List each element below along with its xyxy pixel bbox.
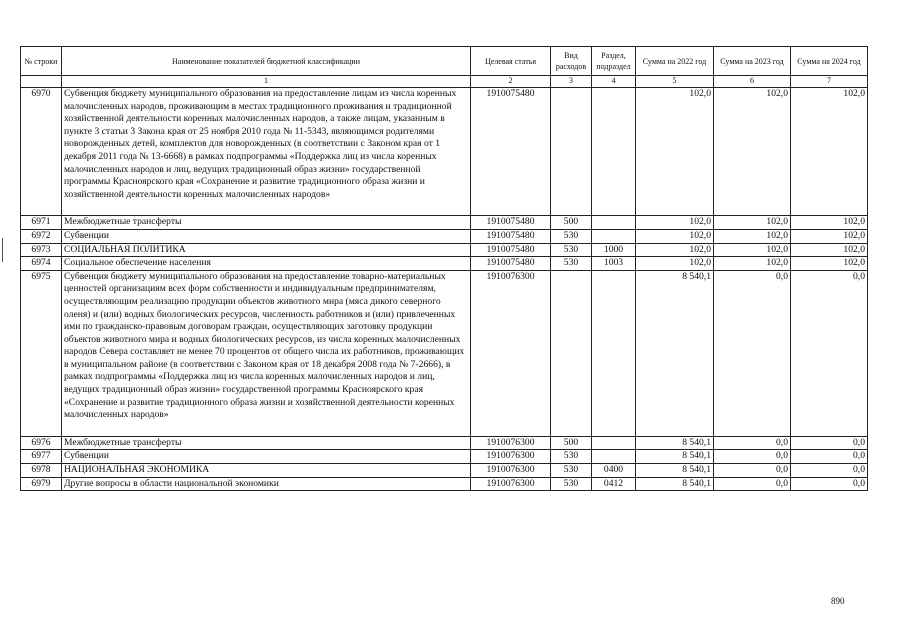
- table-row: [21, 243, 868, 257]
- page-number: 890: [831, 596, 845, 606]
- sum-2024-cell: 0,0: [791, 464, 868, 478]
- sum-2022-cell: 102,0: [636, 216, 714, 230]
- table-row: [21, 436, 868, 450]
- target-article-cell: 1910075480: [471, 229, 551, 243]
- sum-2024-cell: 102,0: [791, 216, 868, 230]
- sum-2022-cell: 8 540,1: [636, 436, 714, 450]
- row-number-cell: 6972: [21, 229, 62, 243]
- expense-type-cell: 530: [551, 229, 592, 243]
- row-name-cell: Субвенции: [62, 229, 471, 243]
- row-number-cell: 6976: [21, 436, 62, 450]
- sum-2023-cell: 102,0: [714, 243, 791, 257]
- sum-2024-cell: 0,0: [791, 436, 868, 450]
- row-name-cell: Межбюджетные трансферты: [62, 436, 471, 450]
- expense-type-cell: 530: [551, 477, 592, 491]
- row-name-cell: НАЦИОНАЛЬНАЯ ЭКОНОМИКА: [62, 464, 471, 478]
- section-cell: 1003: [592, 257, 636, 271]
- sum-2022-cell: 8 540,1: [636, 464, 714, 478]
- sum-2024-cell: 0,0: [791, 477, 868, 491]
- sum-2023-cell: 0,0: [714, 436, 791, 450]
- target-article-cell: 1910076300: [471, 477, 551, 491]
- sum-2024-cell: 102,0: [791, 243, 868, 257]
- margin-mark: [2, 238, 3, 262]
- column-number: 7: [791, 76, 868, 88]
- row-name-cell: Межбюджетные трансферты: [62, 216, 471, 230]
- header-type: Вид расходов: [551, 47, 592, 76]
- header-target: Целевая статья: [471, 47, 551, 76]
- sum-2022-cell: 102,0: [636, 257, 714, 271]
- expense-type-cell: 530: [551, 257, 592, 271]
- section-cell: 1000: [592, 243, 636, 257]
- sum-2023-cell: 102,0: [714, 216, 791, 230]
- sum-2022-cell: 102,0: [636, 88, 714, 216]
- sum-2023-cell: 102,0: [714, 229, 791, 243]
- header-name: Наименование показателей бюджетной классификации: [62, 47, 471, 76]
- sum-2024-cell: 0,0: [791, 450, 868, 464]
- row-number-cell: 6978: [21, 464, 62, 478]
- section-cell: [592, 88, 636, 216]
- column-number: 5: [636, 76, 714, 88]
- target-article-cell: 1910076300: [471, 270, 551, 436]
- section-cell: [592, 270, 636, 436]
- section-cell: [592, 450, 636, 464]
- row-name-cell: Социальное обеспечение населения: [62, 257, 471, 271]
- sum-2024-cell: 102,0: [791, 257, 868, 271]
- row-name-cell: Субвенция бюджету муниципального образования на предоставление лицам из числа коренных малочисленных народов, проживающим в местах традиционного проживания и традиционной хозяйственной деятельности коренных малочисленных народов, а также лицам, указанным в пункте 3 статьи 3 Закона края от 25 ноября 2010 года № 11-5343, являющимся родителями новорожденных детей, комплектов для новорожденных (в соответствии с Законом края от 1 декабря 2011 года № 13-6668) в рамках подпрограммы «Поддержка лиц из числа коренных малочисленных народов и лиц, ведущих традиционный образ жизни» государственной программы Красноярского края «Сохранение и развитие традиционного образа жизни и хозяйственной деятельности коренных малочисленных народов»: [62, 88, 471, 216]
- sum-2023-cell: 102,0: [714, 88, 791, 216]
- sum-2023-cell: 0,0: [714, 450, 791, 464]
- table-row: [21, 270, 868, 436]
- expense-type-cell: 530: [551, 450, 592, 464]
- header-sum-2024: Сумма на 2024 год: [791, 47, 868, 76]
- header-sum-2023: Сумма на 2023 год: [714, 47, 791, 76]
- sum-2022-cell: 102,0: [636, 243, 714, 257]
- header-row-num: № строки: [21, 47, 62, 76]
- sum-2024-cell: 102,0: [791, 88, 868, 216]
- expense-type-cell: 530: [551, 464, 592, 478]
- row-number-cell: 6973: [21, 243, 62, 257]
- table-header-row: [21, 47, 868, 76]
- target-article-cell: 1910076300: [471, 464, 551, 478]
- column-number: 1: [62, 76, 471, 88]
- row-number-cell: 6979: [21, 477, 62, 491]
- row-name-cell: Другие вопросы в области национальной экономики: [62, 477, 471, 491]
- sum-2023-cell: 0,0: [714, 477, 791, 491]
- sum-2022-cell: 8 540,1: [636, 477, 714, 491]
- table-body: [21, 88, 868, 491]
- row-number-cell: 6971: [21, 216, 62, 230]
- row-number-cell: 6977: [21, 450, 62, 464]
- expense-type-cell: 500: [551, 436, 592, 450]
- target-article-cell: 1910076300: [471, 436, 551, 450]
- target-article-cell: 1910075480: [471, 216, 551, 230]
- sum-2022-cell: 102,0: [636, 229, 714, 243]
- table-row: [21, 216, 868, 230]
- row-name-cell: Субвенция бюджету муниципального образования на предоставление товарно-материальных ценностей организациям всех форм собственности и индивидуальным предпринимателям, осуществляющим реализацию продукции объектов животного мира (мяса дикого северного оленя) и (или) водных биологических ресурсов, численность работников и (или) привлеченных ими по гражданско-правовым договорам граждан, осуществляющих заготовку продукции объектов животного мира и водных биологических ресурсов, из числа коренных малочисленных народов Севера составляет не менее 70 процентов от общего числа их работников, проживающих в муниципальном районе (в соответствии с Законом края от 18 декабря 2008 года № 7-2666), в рамках подпрограммы «Поддержка лиц из числа коренных малочисленных народов и лиц, ведущих традиционный образ жизни» государственной программы Красноярского края «Сохранение и развитие традиционного образа жизни и хозяйственной деятельности коренных малочисленных народов»: [62, 270, 471, 436]
- expense-type-cell: 530: [551, 243, 592, 257]
- column-number: 3: [551, 76, 592, 88]
- column-number: 4: [592, 76, 636, 88]
- header-sum-2022: Сумма на 2022 год: [636, 47, 714, 76]
- sum-2023-cell: 0,0: [714, 464, 791, 478]
- column-number: [21, 76, 62, 88]
- section-cell: [592, 229, 636, 243]
- row-number-cell: 6974: [21, 257, 62, 271]
- section-cell: 0412: [592, 477, 636, 491]
- sum-2024-cell: 102,0: [791, 229, 868, 243]
- section-cell: 0400: [592, 464, 636, 478]
- row-number-cell: 6975: [21, 270, 62, 436]
- expense-type-cell: [551, 88, 592, 216]
- sum-2023-cell: 0,0: [714, 270, 791, 436]
- row-name-cell: Субвенции: [62, 450, 471, 464]
- row-number-cell: 6970: [21, 88, 62, 216]
- sum-2022-cell: 8 540,1: [636, 450, 714, 464]
- column-number: 2: [471, 76, 551, 88]
- sum-2024-cell: 0,0: [791, 270, 868, 436]
- column-number: 6: [714, 76, 791, 88]
- expense-type-cell: 500: [551, 216, 592, 230]
- table-row: [21, 464, 868, 478]
- table-row: [21, 450, 868, 464]
- table-row: [21, 477, 868, 491]
- header-section: Раздел, подраздел: [592, 47, 636, 76]
- expense-type-cell: [551, 270, 592, 436]
- section-cell: [592, 436, 636, 450]
- table-row: [21, 88, 868, 216]
- column-numbers-row: [21, 76, 868, 88]
- table-row: [21, 229, 868, 243]
- sum-2022-cell: 8 540,1: [636, 270, 714, 436]
- target-article-cell: 1910075480: [471, 88, 551, 216]
- budget-table: [20, 46, 868, 491]
- row-name-cell: СОЦИАЛЬНАЯ ПОЛИТИКА: [62, 243, 471, 257]
- target-article-cell: 1910076300: [471, 450, 551, 464]
- target-article-cell: 1910075480: [471, 257, 551, 271]
- section-cell: [592, 216, 636, 230]
- sum-2023-cell: 102,0: [714, 257, 791, 271]
- target-article-cell: 1910075480: [471, 243, 551, 257]
- table-row: [21, 257, 868, 271]
